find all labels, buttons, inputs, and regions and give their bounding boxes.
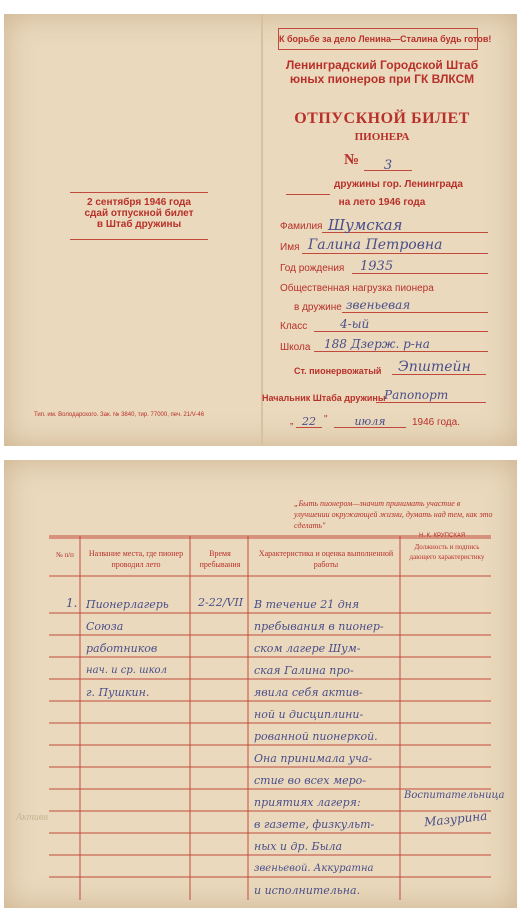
class-value: 4-ый	[340, 317, 370, 331]
ticket-number-value: 3	[383, 158, 393, 173]
school-line	[314, 335, 488, 352]
assessment-line: ском лагере Шум-	[254, 642, 361, 655]
duty-label-1: Общественная нагрузка пионера	[280, 283, 434, 294]
duty-line	[342, 296, 488, 313]
assessment-line: и исполнительна.	[254, 884, 361, 897]
date-month: июля	[354, 415, 386, 428]
birth-label: Год рождения	[280, 263, 345, 274]
ticket-number-label: №	[344, 152, 360, 168]
header-position: Должность и подпись дающего характеристику	[409, 543, 485, 561]
summer-label: на лето 1946 года	[338, 197, 426, 208]
assessment-line: Она принимала уча-	[254, 752, 373, 765]
assessment-line: ская Галина про-	[254, 664, 354, 677]
assessment-line: в газете, физкульт-	[254, 818, 375, 831]
return-notice	[70, 192, 208, 240]
margin-note: Активн	[16, 812, 49, 823]
header-time: Время пребывания	[199, 549, 241, 569]
assessment-line: рованной пионеркой.	[254, 730, 378, 743]
duty-value: звеньевая	[346, 298, 411, 312]
place-line: г. Пушкин.	[86, 686, 150, 699]
druzhina-blank	[286, 182, 330, 195]
date-month-line	[334, 412, 406, 428]
ticket-number-line	[364, 156, 412, 171]
birth-value: 1935	[360, 259, 394, 274]
date-close-quote: "	[324, 414, 328, 425]
assessment-line: приятиях лагеря:	[254, 796, 361, 809]
birth-line	[352, 257, 488, 274]
row-place	[86, 594, 190, 704]
surname-value: Шумская	[328, 216, 403, 234]
surname-line	[322, 216, 488, 233]
ticket-subtitle: ПИОНЕРА	[354, 131, 410, 143]
report-sheet	[4, 460, 517, 908]
school-value: 188 Дзерж. р-на	[324, 337, 430, 351]
chief-label: Начальник Штаба дружины	[262, 393, 386, 403]
date-year: 1946 года.	[412, 417, 460, 428]
return-line-2: сдай отпускной билет	[84, 208, 194, 219]
position-signature: Мазурина	[423, 808, 488, 830]
issuer-line-1: Ленинградский Городской Штаб	[285, 58, 479, 72]
assessment-line: стие во всех меро-	[254, 774, 366, 787]
position-label: Воспитательница	[404, 790, 505, 801]
name-line	[302, 236, 488, 254]
leader-label: Ст. пионервожатый	[294, 366, 382, 376]
ticket-sheet	[4, 14, 517, 446]
assessment-line: ной и дисциплини-	[254, 708, 364, 721]
class-line	[314, 315, 488, 332]
row-time: 2-22/VII	[198, 596, 244, 609]
header-num: № п/п	[56, 551, 74, 559]
motto-text: К борьбе за дело Ленина—Сталина будь готов!	[279, 34, 492, 44]
motto-box	[278, 28, 492, 50]
header-place: Название места, где пионер проводил лето	[88, 549, 184, 569]
row-num: 1.	[66, 596, 78, 610]
surname-label: Фамилия	[280, 221, 323, 232]
place-line: нач. и ср. школ	[86, 665, 167, 676]
quote-author: Н. К. КРУПСКАЯ	[419, 533, 466, 539]
name-label: Имя	[280, 242, 300, 253]
place-line: Союза	[86, 620, 124, 633]
date-open-quote: „	[290, 416, 294, 427]
issuer-line-2: юных пионеров при ГК ВЛКСМ	[289, 72, 475, 86]
school-label: Школа	[280, 342, 311, 353]
chief-line	[376, 386, 486, 403]
krupskaya-quote: „Быть пионером—значит принимать участие в улучшении окружающей жизни, думать над тем, как это сделать"	[294, 499, 493, 530]
assessment-line: ных и др. Была	[254, 840, 343, 853]
return-line-3: в Штаб дружины	[96, 219, 182, 230]
printer-line: Тип. им. Володарского. Зак. № 3840, тир. 77000, печ. 21/V-46	[34, 412, 205, 418]
header-assessment: Характеристика и оценка выполненной работы	[258, 549, 394, 569]
leader-line	[392, 358, 486, 375]
assessment-line: пребывания в пионер-	[254, 620, 384, 633]
row-assessment	[254, 594, 400, 902]
return-line-1: 2 сентября 1946 года	[87, 197, 191, 208]
assessment-line: звеньевой. Аккуратна	[254, 863, 374, 874]
druzhina-label: дружины гор. Ленинграда	[334, 179, 463, 190]
ticket-title: ОТПУСКНОЙ БИЛЕТ	[294, 110, 470, 127]
duty-label-2: в дружине	[294, 302, 342, 313]
date-day: 22	[302, 415, 316, 428]
chief-signature: Рапопорт	[384, 388, 449, 402]
leader-signature: Эпштейн	[398, 359, 471, 375]
date-day-line	[296, 412, 322, 428]
place-line: работников	[86, 642, 158, 655]
assessment-line: В течение 21 дня	[254, 598, 360, 611]
assessment-line: явила себя актив-	[254, 686, 363, 699]
class-label: Класс	[280, 321, 308, 332]
name-value: Галина Петровна	[308, 237, 443, 253]
place-line: Пионерлагерь	[86, 598, 169, 611]
